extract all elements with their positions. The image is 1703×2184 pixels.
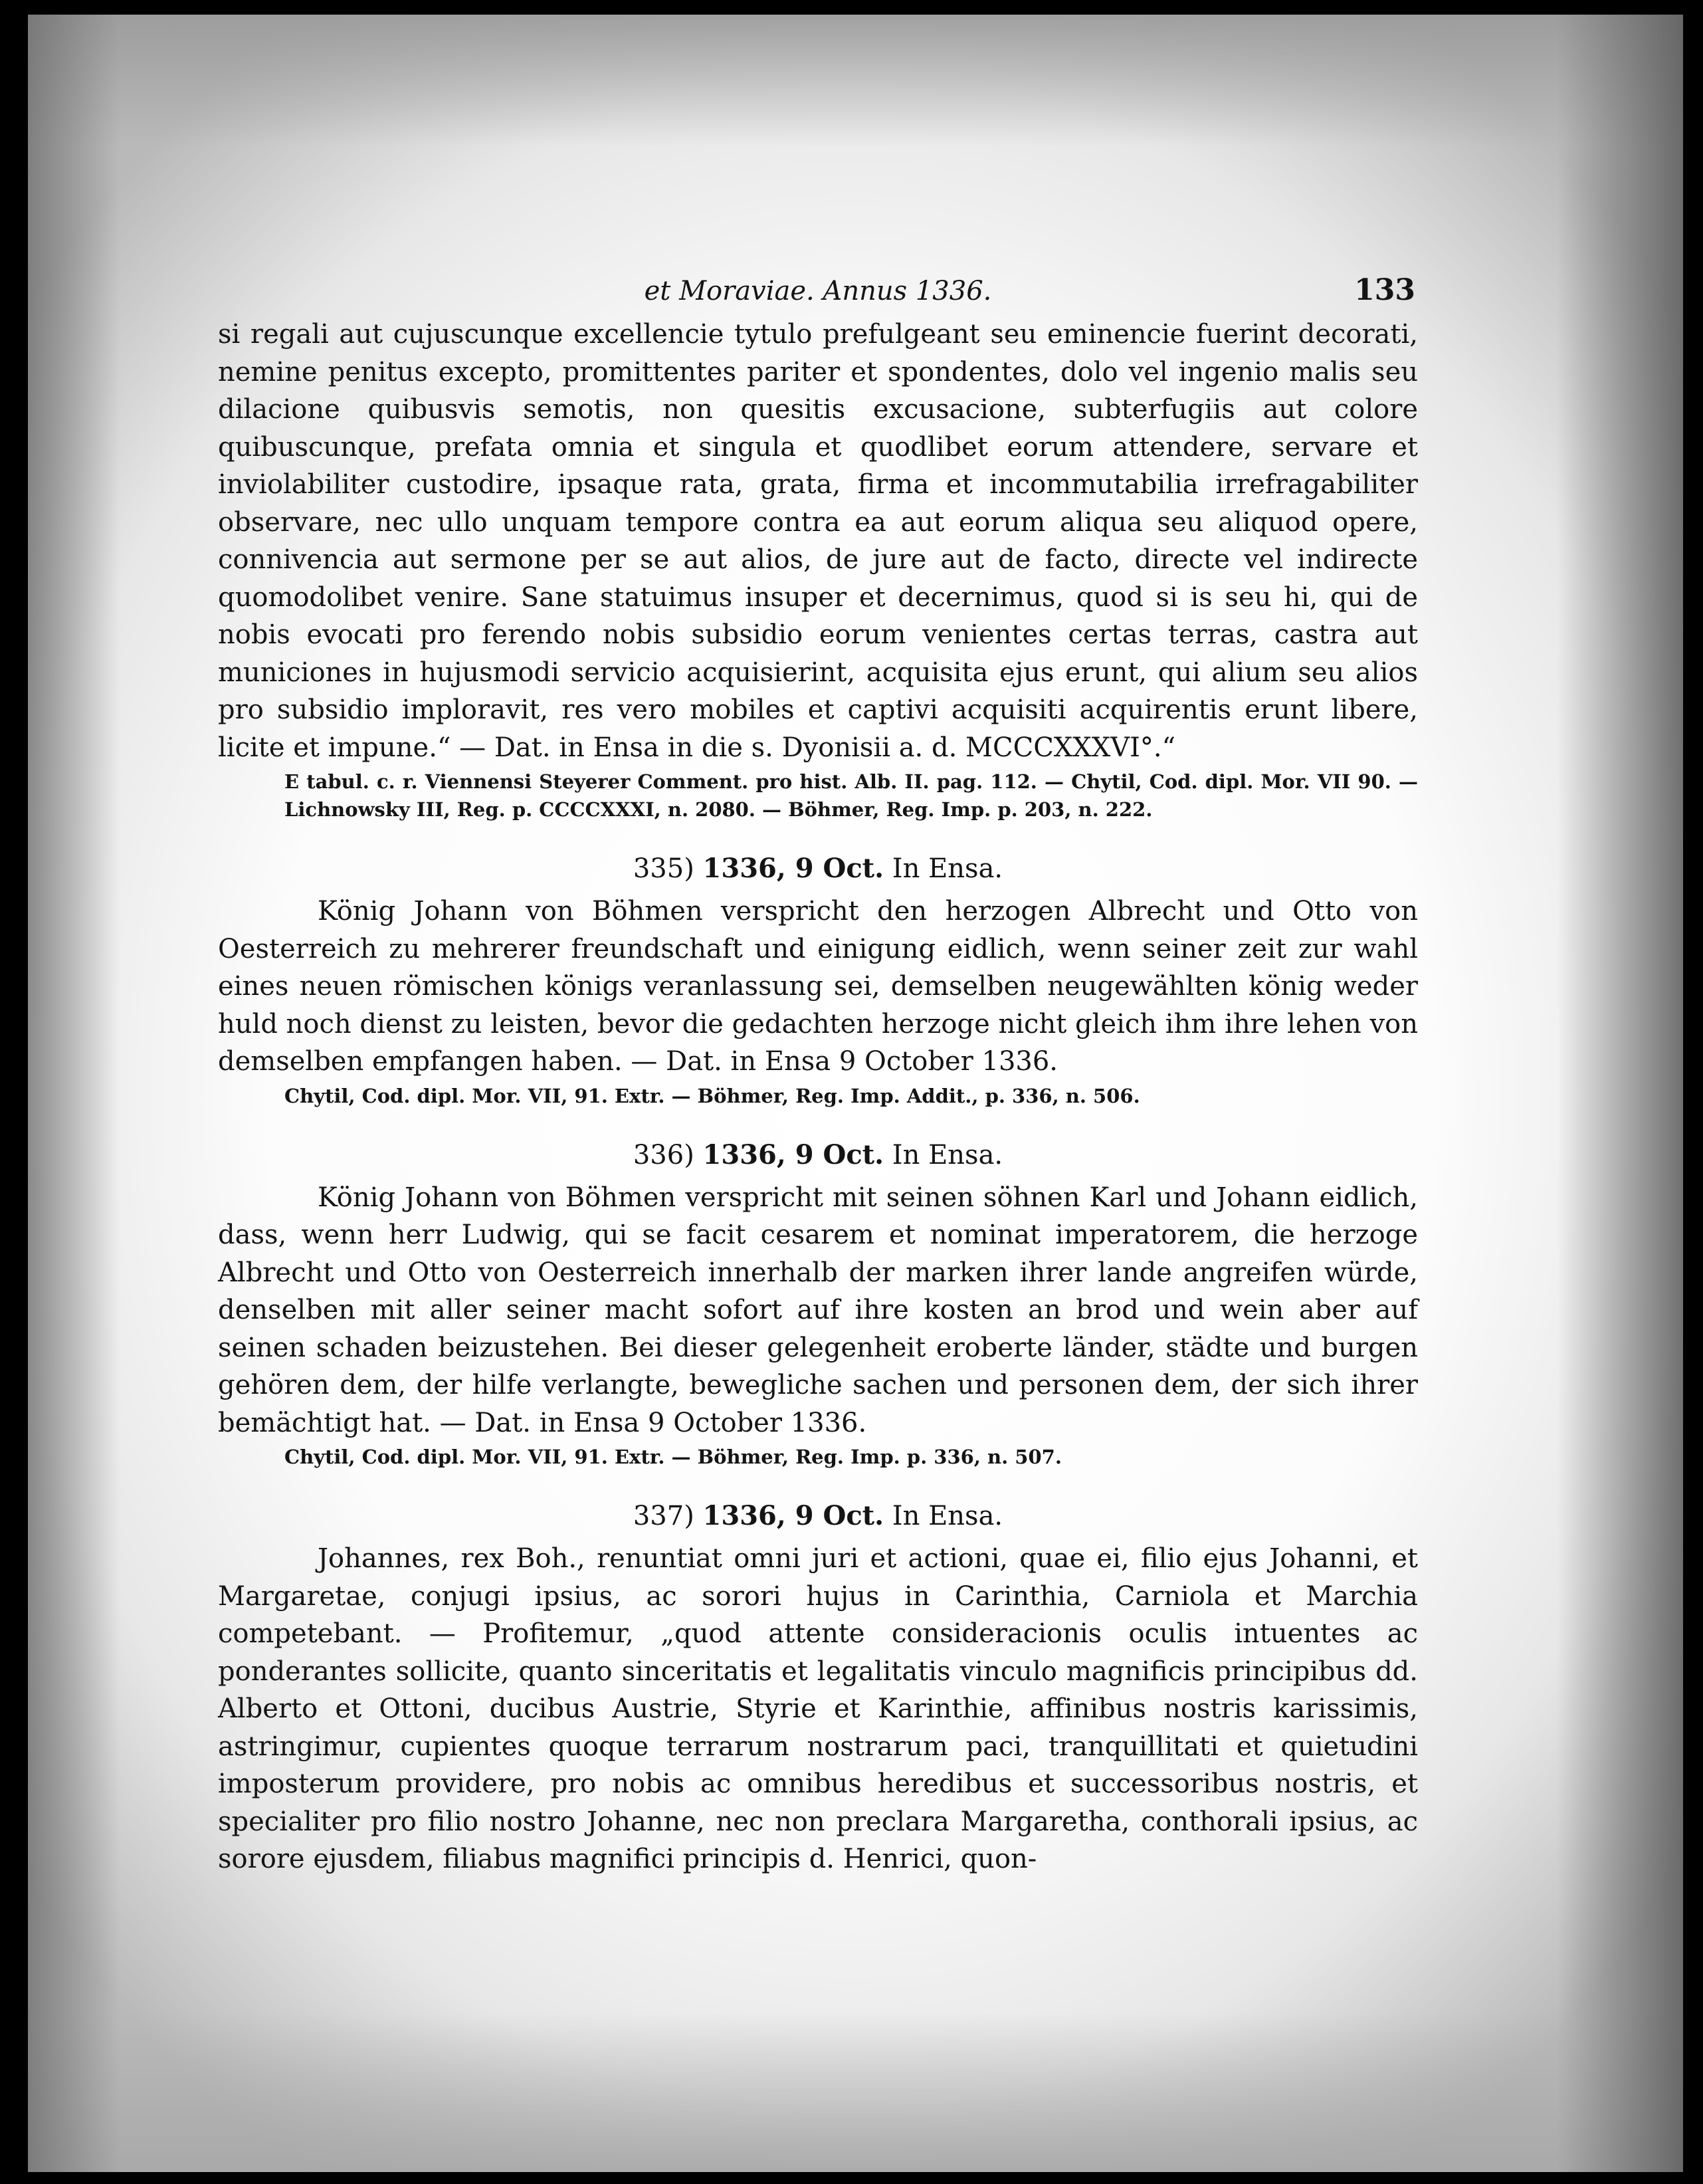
entry-date: 1336, 9 Oct. (702, 853, 884, 884)
entry-source-335: Chytil, Cod. dipl. Mor. VII, 91. Extr. — Böhmer, Reg. Imp. Addit., p. 336, n. 506. (284, 1084, 1140, 1107)
entry-number: 335) (633, 853, 694, 884)
document-page (218, 263, 1418, 1878)
entry-date: 1336, 9 Oct. (702, 1500, 884, 1531)
scan-border-right (1683, 0, 1703, 2184)
entry-text-336: König Johann von Böhmen verspricht mit seinen söhnen Karl und Johann eidlich, dass, wenn herr Ludwig, qui se facit cesarem et nominat imperatorem, die herzoge Albrecht und Otto von Oesterreich innerhalb der marken ihrer lande angreifen würde, denselben mit aller seiner macht sofort auf ihre kosten an brod und wein aber auf seinen schaden beizustehen. Bei dieser gelegenheit eroberte länder, städte und burgen gehören dem, der hilfe verlangte, bewegliche sachen und personen dem, der sich ihrer bemächtigt hat. — Dat. in Ensa 9 October 1336. (218, 1182, 1418, 1438)
entry-date: 1336, 9 Oct. (702, 1139, 884, 1170)
entry-heading-337 (218, 1500, 1418, 1532)
scan-border-left (0, 0, 28, 2184)
intro-source-note: E tabul. c. r. Viennensi Steyerer Comment. pro hist. Alb. II. pag. 112. — Chytil, Cod. dipl. Mor. VII 90. — Lichnowsky III, Reg. p. CCCCXXXI, n. 2080. — Böhmer, Reg. Imp. p. 203, n. 222. (284, 770, 1418, 821)
entry-text-337: Johannes, rex Boh., renuntiat omni juri et actioni, quae ei, filio ejus Johanni, et Margaretae, conjugi ipsius, ac sorori hujus in Carinthia, Carniola et Marchia competebant. — Profitemur, „quod attente consideracionis oculis intuentes ac ponderantes sollicite, quanto sinceritatis et legalitatis vinculo magnificis principibus dd. Alberto et Ottoni, ducibus Austrie, Styrie et Karinthie, affinibus nostris karissimis, astringimur, cupientes quoque terrarum nostrarum paci, tranquillitati et quietudini imposterum providere, pro nobis ac omnibus heredibus et successoribus nostris, et specialiter pro filio nostro Johanne, nec non preclara Margaretha, conthorali ipsius, ac sorore ejusdem, filiabus magnifici principis d. Henrici, quon- (218, 1543, 1418, 1874)
entry-place: In Ensa. (892, 1501, 1003, 1531)
entry-place: In Ensa. (892, 1139, 1003, 1170)
entry-source-336: Chytil, Cod. dipl. Mor. VII, 91. Extr. — Böhmer, Reg. Imp. p. 336, n. 507. (284, 1446, 1062, 1468)
continued-charter-text: si regali aut cujuscunque excellencie tytulo prefulgeant seu eminencie fuerint decorati, nemine penitus excepto, promittentes pariter et spondentes, dolo vel ingenio malis seu dilacione quibusvis semotis, non quesitis excusacione, subterfugiis aut colore quibuscunque, prefata omnia et singula et quodlibet eorum attendere, servare et inviolabiliter custodire, ipsaque rata, grata, firma et incommutabilia irrefragabiliter observare, nec ullo unquam tempore contra ea aut eorum aliqua seu aliquod opere, connivencia aut sermone per se aut alios, de jure aut de facto, directe vel indirecte quomodolibet venire. Sane statuimus insuper et decernimus, quod si is seu hi, qui de nobis evocati pro ferendo nobis subsidio eorum venientes certas terras, castra aut municiones in hujusmodi servicio acquisierint, acquisita ejus erunt, qui alium seu alios pro subsidio imploravit, res vero mobiles et captivi acquisiti acquirentis erunt libere, licite et impune.“ — Dat. in Ensa in die s. Dyonisii a. d. MCCCXXXVI°.“ (218, 319, 1418, 763)
page-number: 133 (1354, 273, 1415, 307)
entry-place: In Ensa. (892, 853, 1003, 884)
running-title: et Moraviae. Annus 1336. (644, 276, 992, 306)
page-header (218, 263, 1418, 316)
entry-heading-335 (218, 853, 1418, 885)
scan-shadow-right (1557, 0, 1703, 2184)
entry-heading-336 (218, 1139, 1418, 1171)
scan-border-top (0, 0, 1703, 15)
entry-text-335: König Johann von Böhmen verspricht den herzogen Albrecht und Otto von Oesterreich zu mehrerer freundschaft und einigung eidlich, wenn seiner zeit zur wahl eines neuen römischen königs veranlassung sei, demselben neugewählten könig weder huld noch dienst zu leisten, bevor die gedachten herzoge nicht gleich ihm ihre lehen von demselben empfangen haben. — Dat. in Ensa 9 October 1336. (218, 896, 1418, 1077)
scan-border-bottom (0, 2172, 1703, 2184)
scan-shadow-bottom (0, 2011, 1703, 2184)
entry-number: 336) (633, 1139, 694, 1170)
entry-number: 337) (633, 1501, 694, 1531)
scan-shadow-top (0, 0, 1703, 146)
